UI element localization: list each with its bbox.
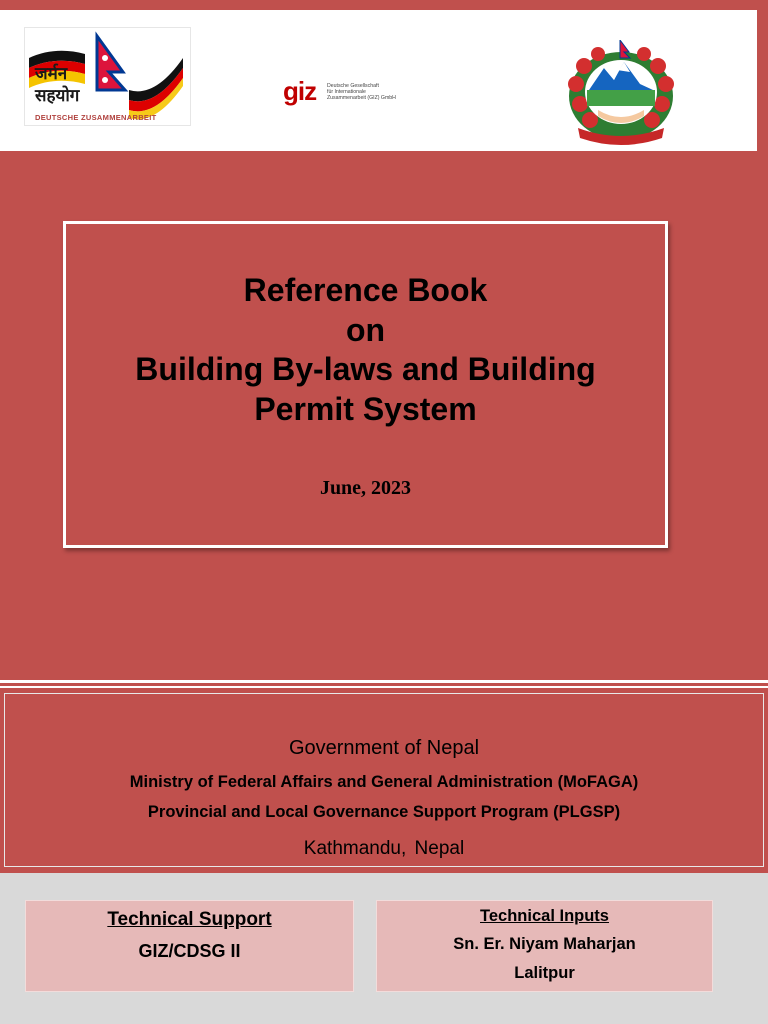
divider — [0, 680, 768, 683]
program-name: Provincial and Local Governance Support Program (PLGSP) — [147, 803, 621, 821]
technical-support-heading: Technical Support — [107, 909, 272, 930]
german-cooperation-line2: सहयोग — [35, 86, 80, 106]
logo-bar — [0, 10, 757, 151]
technical-inputs-name: Sn. Er. Niyam Maharjan — [453, 935, 636, 953]
divider — [0, 686, 768, 688]
german-cooperation-logo — [24, 27, 191, 126]
giz-org-line2: für Internationale — [327, 89, 366, 95]
title-frame — [63, 221, 668, 548]
ministry-name: Ministry of Federal Affairs and General Administration (MoFAGA) — [129, 773, 639, 791]
giz-org-name — [327, 83, 396, 101]
document-title — [66, 271, 665, 429]
giz-org-line1: Deutsche Gesellschaft — [327, 83, 379, 89]
title-line2: on — [345, 311, 386, 348]
title-line3: Building By-laws and Building — [135, 351, 596, 387]
title-line4: Permit System — [254, 390, 477, 427]
technical-inputs-card — [376, 900, 713, 992]
giz-mark: giz — [283, 76, 317, 106]
government-name: Government of Nepal — [288, 737, 480, 759]
credits-panel — [0, 873, 768, 1024]
german-cooperation-line1: जर्मन — [35, 64, 68, 84]
german-cooperation-tagline: DEUTSCHE ZUSAMMENARBEIT — [35, 113, 157, 122]
title-line1: Reference Book — [243, 272, 488, 308]
publication-date: June, 2023 — [319, 477, 412, 499]
government-box — [4, 693, 764, 867]
technical-inputs-heading: Technical Inputs — [480, 907, 609, 925]
nepal-emblem-icon — [562, 40, 680, 146]
nepal-emblem-logo — [562, 40, 680, 146]
giz-org-line3: Zusammenarbeit (GIZ) GmbH — [327, 95, 396, 101]
technical-support-value: GIZ/CDSG II — [138, 941, 241, 961]
giz-logo — [283, 78, 423, 118]
technical-inputs-place: Lalitpur — [514, 964, 575, 982]
technical-support-card — [25, 900, 354, 992]
location: Kathmandu, Nepal — [303, 838, 465, 859]
